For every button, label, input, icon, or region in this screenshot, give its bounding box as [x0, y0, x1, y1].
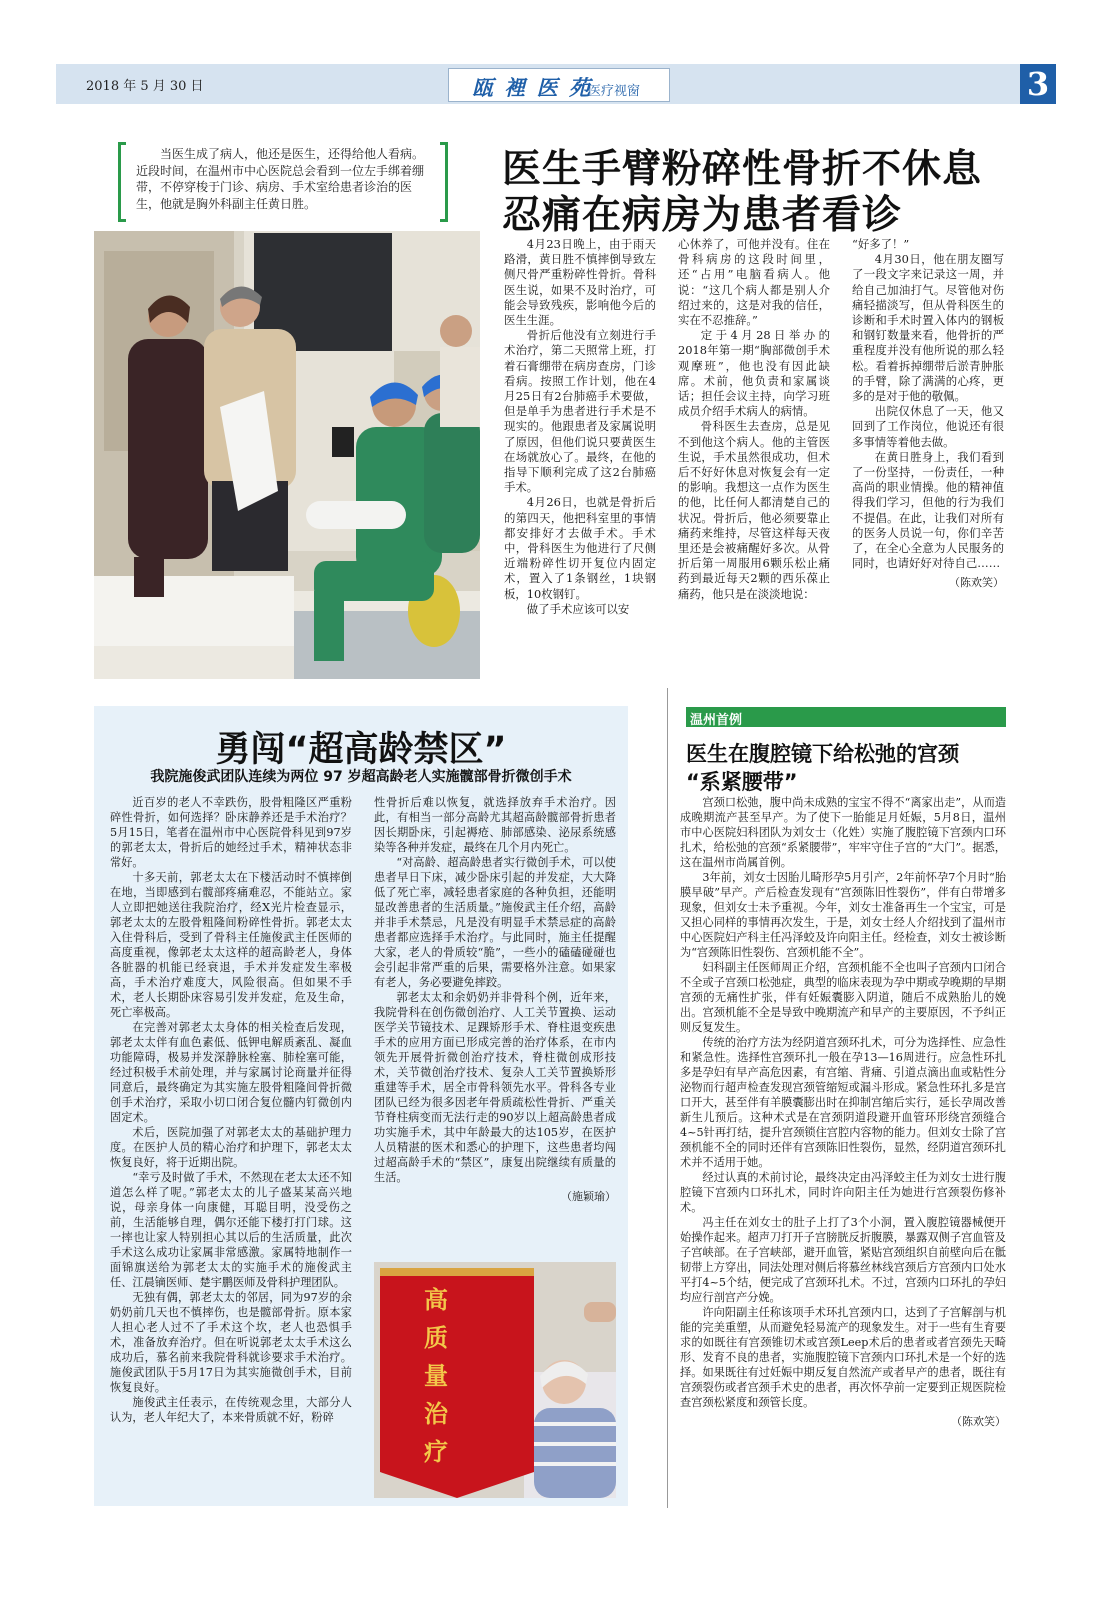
article2-byline: （施颖瑜）: [561, 1190, 616, 1203]
paragraph: 3年前，刘女士因胎儿畸形孕5月引产，2年前怀孕7个月时“胎膜早破”早产。产后检查发现有“宫颈陈旧性裂伤”，伴有白带增多现象，但刘女士未予重视。今年，刘女士准备再生一个宝宝，可是又担心同样的事情再次发生，于是，刘女士经人介绍找到了温州市中心医院妇产科主任冯泽蛟及许向阳主任。经检查，刘女士被诊断为“宫颈陈旧性裂伤、宫颈机能不全”。: [680, 871, 1006, 959]
paragraph: 经过认真的术前讨论，最终决定由冯泽蛟主任为刘女士进行腹腔镜下宫颈内口环扎术，同时许向阳主任为她进行宫颈裂伤修补术。: [680, 1171, 1006, 1214]
paragraph: 4月30日，他在朋友圈写了一段文字来记录这一周，并给自己加油打气。尽管他对伤痛轻描淡写，但从骨科医生的诊断和手术时置入体内的钢板和钢钉数量来看，他骨折的严重程度并没有他所说的那么轻松。看着拆掉绷带后淤青肿胀的手臂，除了满满的心疼，更多的是对于他的敬佩。: [852, 252, 1004, 404]
section-name: 医疗视窗: [588, 84, 641, 99]
article3-tag: 温州首例: [690, 713, 743, 728]
paragraph: 在完善对郭老太太身体的相关检查后发现，郭老太太伴有血色素低、低钾电解质紊乱、凝血功能障碍，极易并发深静脉栓塞、肺栓塞可能，经过积极手术前处理，并与家属讨论商量并征得同意后，最终确定为其实施左股骨粗隆间骨折微创手术治疗，采取小切口闭合复位髓内钉微创内固定术。: [110, 1021, 352, 1124]
paragraph: “对高龄、超高龄患者实行微创手术，可以使患者早日下床，减少卧床引起的并发症，大大降低了死亡率，减轻患者家庭的各种负担，还能明显改善患者的生活质量。”施俊武主任介绍，高龄并非手术禁忌，凡是没有明显手术禁忌症的高龄患者都应选择手术治疗。与此同时，施主任提醒大家，老人的骨质较“脆”，一些小的磕磕碰碰也会引起非常严重的后果，需要格外注意。如果家有老人，务必要避免摔跤。: [374, 856, 616, 989]
paragraph: 郭老太太和余奶奶并非骨科个例，近年来，我院骨科在创伤微创治疗、人工关节置换、运动医学关节镜技术、足踝矫形手术、脊柱退变疾患手术的应用方面已形成完善的治疗体系，在市内领先开展骨折微创治疗技术，脊柱微创成形技术，关节微创治疗技术、复杂人工关节置换矫形重建等手术，居全市骨科领先水平。骨科各专业团队已经为很多因老年骨质疏松性骨折、严重关节脊柱病变而无法行走的90岁以上超高龄患者成功实施手术，其中年龄最大的达105岁，在医护人员精湛的医术和悉心的护理下，这些患者均闯过超高龄手术的“禁区”，康复出院继续有质量的生活。: [374, 991, 616, 1184]
article2-title: 勇闯“超高龄禁区”: [215, 730, 507, 770]
article1-column1: [504, 237, 656, 667]
article2-subtitle: 我院施俊武团队连续为两位 97 岁超高龄老人实施髋部骨折微创手术: [150, 769, 572, 785]
paragraph: 定于4月28日举办的2018年第一期“胸部微创手术观摩班”，他也没有因此缺席。术前，他负责和家属谈话；担任会议主持，向学习班成员介绍手术病人的病情。: [678, 328, 830, 419]
page-number: 3: [1020, 64, 1056, 104]
paragraph: 心休养了，可他并没有。住在骨科病房的这段时间里，还“占用”电脑看病人。他说：“这几个病人都是别人介绍过来的，这是对我的信任，实在不忍推辞。”: [678, 237, 830, 328]
paragraph: 传统的治疗方法为经阴道宫颈环扎术，可分为选择性、应急性和紧急性。选择性宫颈环扎一般在孕13—16周进行。应急性环扎多是孕妇有早产高危因素，有宫缩、背痛、引道点滴出血或粘性分泌物而行超声检查发现宫颈管缩短或漏斗形成。紧急性环扎多是宫口开大，甚至伴有羊膜囊膨出时在抑制宫缩后实行，延长孕周改善新生儿预后。这种术式是在宫颈阴道段避开血管环形绕宫颈缝合4~5针再打结，提升宫颈锁住宫腔内容物的能力。但刘女士除了宫颈机能不全的同时还伴有宫颈陈旧性裂伤，显然，经阴道宫颈环扎术并不适用于她。: [680, 1036, 1006, 1169]
article3-byline: （陈欢笑）: [951, 1415, 1006, 1428]
article1-lead: [118, 142, 448, 222]
paragraph: 4月26日，也就是骨折后的第四天，他把科室里的事情都安排好才去做手术。手术中，骨科医生为他进行了尺侧近端粉碎性切开复位内固定术，置入了1条钢丝，1块钢板，10枚钢钉。: [504, 495, 656, 601]
paragraph: 冯主任在刘女士的肚子上打了3个小洞，置入腹腔镜器械便开始操作起来。超声刀打开子宫膀胱反折腹膜，暴露双侧子宫血管及子宫峡部。在子宫峡部，避开血管，紧贴宫颈组织自前壁向后在骶韧带上方穿出，同法处理对侧后将慕丝林线宫颈后方宫颈内口处水平打4~5个结，便完成了宫颈环扎术。不过，宫颈内口环扎的孕妇均应行剖宫产分娩。: [680, 1216, 1006, 1304]
article1-headline-line2: 忍痛在病房为患者看诊: [502, 193, 903, 238]
article1-headline-line1: 医生手臂粉碎性骨折不休息: [502, 147, 983, 192]
banner-char-3: 量: [424, 1361, 448, 1390]
masthead-logo: 瓯 裡 医 苑: [472, 75, 592, 100]
article3-title-line1: 医生在腹腔镜下给松弛的宫颈: [686, 742, 959, 766]
paragraph: 在黄日胜身上，我们看到了一份坚持，一份责任，一种高尚的职业情操。他的精神值得我们学习，但他的行为我们不提倡。在此，让我们对所有的医务人员说一句，你们辛苦了，在全心全意为人民服务的同时，也请好好对待自己……: [852, 449, 1004, 571]
paragraph: 许向阳副主任称该项手术环扎宫颈内口，达到了子宫解剖与机能的完美重塑，从而避免轻易流产的现象发生。对于一些有生育要求的如既往有宫颈锥切术或宫颈Leep术后的患者或者宫颈先天畸形、发育不良的患者，实施腹腔镜下宫颈内口环扎术是一个好的选择。如果既往有过妊娠中期反复自然流产或者早产的患者，既往有宫颈裂伤或者宫颈手术史的患者，再次怀孕前一定要到正规医院检查宫颈松紧度和颈管长度。: [680, 1306, 1006, 1409]
article2-column1: [110, 795, 352, 1495]
banner-char-5: 疗: [424, 1437, 448, 1466]
paragraph: 出院仅休息了一天，他又回到了工作岗位，他说还有很多事情等着他去做。: [852, 404, 1004, 449]
issue-date: 2018 年 5 月 30 日: [86, 79, 204, 94]
article1-column2: [678, 237, 830, 667]
article1-column3: [852, 237, 1004, 667]
paragraph: 骨折后他没有立刻进行手术治疗，第二天照常上班，打着石膏绷带在病房查房，门诊看病。按照工作计划，他在4月25日有2台肺癌手术要做，但是单手为患者进行手术是不现实的。他跟患者及家属说明了原因，但他们说只要黄医生在场就放心了。最终，在他的指导下顺利完成了这2台肺癌手术。: [504, 328, 656, 495]
column-divider: [667, 688, 668, 1508]
paragraph: 术后，医院加强了对郭老太太的基础护理力度。在医护人员的精心治疗和护理下，郭老太太恢复良好，将于近期出院。: [110, 1126, 352, 1169]
paragraph: 性骨折后难以恢复，就选择放弃手术治疗。因此，有相当一部分高龄尤其超高龄髋部骨折患者因长期卧床，引起褥疮、肺部感染、泌尿系统感染等各种并发症，最终在几个月内死亡。: [374, 796, 616, 854]
banner-char-2: 质: [424, 1323, 448, 1352]
paragraph: “幸亏及时做了手术，不然现在老太太还不知道怎么样了呢。”郭老太太的儿子盛某某高兴地说，母亲身体一向康健，耳聪目明，没受伤之前，生活能够自理，偶尔还能下楼打打门球。这一摔也让家人特别担心其以后的生活质量，此次手术这么成功让家属非常感激。家属特地制作一面锦旗送给为郭老太太的实施手术的施俊武主任、江晨镝医师、楚宇鹏医师及骨科护理团队。: [110, 1171, 352, 1289]
paragraph: 宫颈口松弛，腹中尚未成熟的宝宝不得不“离家出走”，从而造成晚期流产甚至早产。为了使下一胎能足月妊娠，5月8日，温州市中心医院妇科团队为刘女士（化姓）实施了腹腔镜下宫颈内口环扎术，给松弛的宫颈“系紧腰带”，牢牢守住子宫的“大门”。据悉，这在温州市尚属首例。: [680, 796, 1006, 869]
paragraph: 近百岁的老人不幸跌伤，股骨粗隆区严重粉碎性骨折，如何选择？卧床静养还是手术治疗？5月15日，笔者在温州市中心医院骨科见到97岁的郭老太太，骨折后的她经过手术，精神状态非常好。: [110, 796, 352, 869]
paragraph: 做了手术应该可以安: [526, 601, 630, 616]
paragraph: 妇科副主任医师周正介绍，宫颈机能不全也叫子宫颈内口闭合不全或子宫颈口松弛症，典型的临床表现为孕中期或孕晚期的早期宫颈的无痛性扩张，伴有妊娠囊膨入阴道，随后不成熟胎儿的娩出。宫颈机能不全是导致中晚期流产和早产的主要原因，不予纠正则反复发生。: [680, 961, 1006, 1034]
article3-body: [680, 795, 1006, 1503]
article2-photo: [374, 1262, 616, 1498]
paragraph: 无独有偶，郭老太太的邻居，同为97岁的余奶奶前几天也不慎摔伤，也是髋部骨折。原本家人担心老人过不了手术这个坎，老人也恐惧手术，准备放弃治疗。但在听说郭老太太手术这么成功后，慕名前来我院骨科就诊要求手术治疗。施俊武团队于5月17日为其实施微创手术，目前恢复良好。: [110, 1291, 352, 1394]
paragraph: 十多天前，郭老太太在下楼活动时不慎摔倒在地，当即感到右髋部疼痛难忍，不能站立。家人立即把她送往我院治疗，经X光片检查显示，郭老太太的左股骨粗隆间粉碎性骨折。郭老太太入住骨科后，受到了骨科主任施俊武主任医师的高度重视，像郭老太太这样的超高龄老人，身体各脏器的机能已经衰退，手术并发症发生率极高，手术治疗难度大，风险很高。但如果不手术，老人长期卧床容易引发并发症，危及生命，死亡率极高。: [110, 871, 352, 1019]
article3-title-line2: “系紧腰带”: [686, 770, 798, 794]
paragraph: 施俊武主任表示，在传统观念里，大部分人认为，老人年纪大了，本来骨质就不好，粉碎: [110, 1396, 352, 1424]
article2-column2: [374, 795, 616, 1265]
paragraph: “好多了！”: [852, 237, 910, 251]
banner-char-4: 治: [424, 1399, 448, 1428]
paragraph: 骨科医生去查房，总是见不到他这个病人。他的主管医生说，手术虽然很成功，但术后不好好休息对恢复会有一定的影响。我想这一点作为医生的他，比任何人都清楚自己的状况。骨折后，他必须要靠止痛药来维持，尽管这样每天夜里还是会被痛醒好多次。从骨折后第一周服用6颗乐松止痛药到最近每天2颗的西乐葆止痛药，他只是在淡淡地说：: [678, 419, 830, 601]
banner-patient-photo: [374, 1262, 616, 1498]
hospital-ward-photo: [94, 231, 480, 679]
article1-photo: [94, 231, 480, 679]
article1-byline: （陈欢笑）: [949, 576, 1004, 590]
paragraph: 4月23日晚上，由于雨天路滑，黄日胜不慎摔倒导致左侧尺骨严重粉碎性骨折。骨科医生说，如果不及时治疗，可能会导致残疾，影响他今后的医生生涯。: [504, 237, 656, 328]
banner-char-1: 高: [424, 1285, 448, 1314]
article1-lead-text: 当医生成了病人，他还是医生，还得给他人看病。近段时间，在温州市中心医院总会看到一位左手绑着绷带，不停穿梭于门诊、病房、手术室给患者诊治的医生，他就是胸外科副主任黄日胜。: [136, 147, 425, 211]
